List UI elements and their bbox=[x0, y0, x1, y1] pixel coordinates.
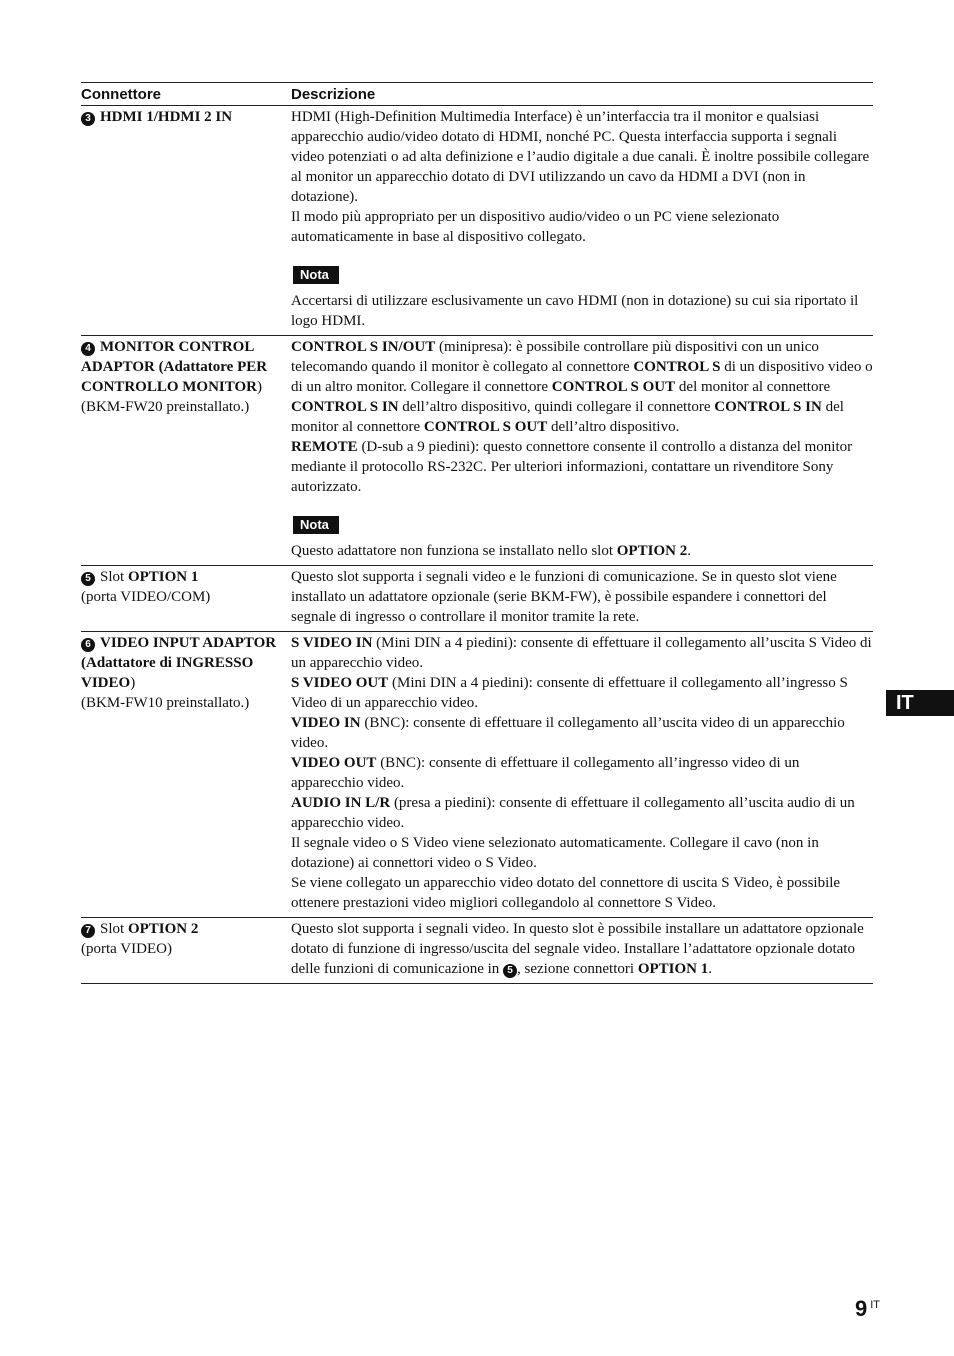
connector-sub: (porta VIDEO/COM) bbox=[81, 589, 211, 605]
desc-item: VIDEO IN (BNC): consente di effettuare il collegamento all’uscita video di un apparecchio video. bbox=[291, 715, 845, 751]
connector-sub: (porta VIDEO) bbox=[81, 941, 172, 957]
description-cell bbox=[291, 336, 873, 566]
desc-item: AUDIO IN L/R (presa a piedini): consente di effettuare il collegamento all’uscita audio di un apparecchio video. bbox=[291, 795, 855, 831]
desc-paragraph: CONTROL S IN/OUT (minipresa): è possibile controllare più dispositivi con un unico telecomando quando il monitor è collegato al connettore CONTROL S di un dispositivo video o di un altro monitor. Collegare il connettore CONTROL S OUT del monitor al connettore CONTROL S IN dell’altro dispositivo, quindi collegare il connettore CONTROL S IN del monitor al connettore CONTROL S OUT dell’altro dispositivo. bbox=[291, 339, 873, 435]
connector-name: HDMI 1/HDMI 2 IN bbox=[100, 109, 233, 125]
table-header-row bbox=[81, 83, 873, 106]
connector-name: OPTION 1 bbox=[127, 569, 199, 585]
description-cell bbox=[291, 106, 873, 336]
table-row bbox=[81, 106, 873, 336]
connector-name: OPTION 2 bbox=[127, 921, 199, 937]
number-badge: 7 bbox=[81, 924, 95, 938]
desc-paragraph: HDMI (High-Definition Multimedia Interface) è un’interfaccia tra il monitor e qualsiasi apparecchio audio/video dotato di HDMI, nonché PC. Questa interfaccia supporta i segnali video potenziati o ad alta definizione e l’audio digitale a due canali. È inoltre possibile collegare al monitor un apparecchio dotato di DVI utilizzando un cavo da HDMI a DVI (non in dotazione). bbox=[291, 109, 870, 205]
connector-sub: (BKM-FW20 preinstallato.) bbox=[81, 399, 250, 415]
header-connettore: Connettore bbox=[81, 83, 291, 106]
desc-paragraph: Questo slot supporta i segnali video e le funzioni di comunicazione. Se in questo slot viene installato un adattatore opzionale (serie BKM-FW), è possibile espandere i connettori del segnale di ingresso o controllare il monitor tramite la rete. bbox=[291, 569, 837, 625]
table-row bbox=[81, 632, 873, 918]
number-badge: 3 bbox=[81, 112, 95, 126]
desc-paragraph: Questo slot supporta i segnali video. In questo slot è possibile installare un adattatore opzionale dotato di funzione di ingresso/uscita del segnale video. Installare l’adattatore opzionale dotato delle funzioni di comunicazione in 5 , sezione connettori OPTION 1. bbox=[291, 921, 864, 977]
nota-label: Nota bbox=[293, 266, 339, 284]
desc-item: S VIDEO OUT (Mini DIN a 4 piedini): consente di effettuare il collegamento all’ingresso S Video di un apparecchio video. bbox=[291, 675, 848, 711]
connector-sub: (BKM-FW10 preinstallato.) bbox=[81, 695, 250, 711]
connector-close: ) bbox=[257, 379, 262, 395]
number-badge: 4 bbox=[81, 342, 95, 356]
connector-table bbox=[81, 82, 873, 984]
connector-name: MONITOR CONTROL ADAPTOR (Adattatore PER CONTROLLO MONITOR bbox=[81, 339, 268, 395]
number-badge-ref: 5 bbox=[503, 964, 517, 978]
header-descrizione: Descrizione bbox=[291, 83, 873, 106]
description-cell bbox=[291, 566, 873, 632]
nota-text: Accertarsi di utilizzare esclusivamente un cavo HDMI (non in dotazione) su cui sia riportato il logo HDMI. bbox=[291, 293, 859, 329]
connector-close: ) bbox=[130, 675, 136, 691]
desc-paragraph: REMOTE (D-sub a 9 piedini): questo connettore consente il controllo a distanza del monitor mediante il protocollo RS-232C. Per ulteriori informazioni, contattare un rivenditore Sony autorizzato. bbox=[291, 439, 853, 495]
page-number-value: 9 bbox=[855, 1296, 868, 1321]
table-row bbox=[81, 566, 873, 632]
connector-cell bbox=[81, 566, 291, 632]
connector-cell bbox=[81, 106, 291, 336]
connector-cell bbox=[81, 918, 291, 984]
desc-item: S VIDEO IN (Mini DIN a 4 piedini): consente di effettuare il collegamento all’uscita S Video di un apparecchio video. bbox=[291, 635, 872, 671]
page-number bbox=[855, 1296, 880, 1322]
desc-item: VIDEO OUT (BNC): consente di effettuare il collegamento all’ingresso video di un apparecchio video. bbox=[291, 755, 800, 791]
language-tab: IT bbox=[886, 690, 954, 716]
desc-paragraph: Il segnale video o S Video viene selezionato automaticamente. Collegare il cavo (non in dotazione) ai connettori video o S Video. bbox=[291, 835, 819, 871]
nota-text: Questo adattatore non funziona se installato nello slot OPTION 2. bbox=[291, 543, 691, 559]
description-cell bbox=[291, 632, 873, 918]
nota-label: Nota bbox=[293, 516, 339, 534]
number-badge: 6 bbox=[81, 638, 95, 652]
connector-cell bbox=[81, 336, 291, 566]
table-row bbox=[81, 336, 873, 566]
connector-cell bbox=[81, 632, 291, 918]
connector-pre: Slot bbox=[100, 921, 128, 937]
table-row bbox=[81, 918, 873, 984]
desc-paragraph: Il modo più appropriato per un dispositivo audio/video o un PC viene selezionato automaticamente in base al dispositivo collegato. bbox=[291, 209, 780, 245]
number-badge: 5 bbox=[81, 572, 95, 586]
description-cell bbox=[291, 918, 873, 984]
desc-paragraph: Se viene collegato un apparecchio video dotato del connettore di uscita S Video, è possibile ottenere prestazioni video migliori collegandolo al connettore S Video. bbox=[291, 875, 841, 911]
page-number-suffix: IT bbox=[870, 1299, 881, 1311]
connector-name: VIDEO INPUT ADAPTOR (Adattatore di INGRESSO VIDEO bbox=[81, 635, 277, 691]
connector-pre: Slot bbox=[100, 569, 128, 585]
page-content bbox=[81, 82, 873, 984]
